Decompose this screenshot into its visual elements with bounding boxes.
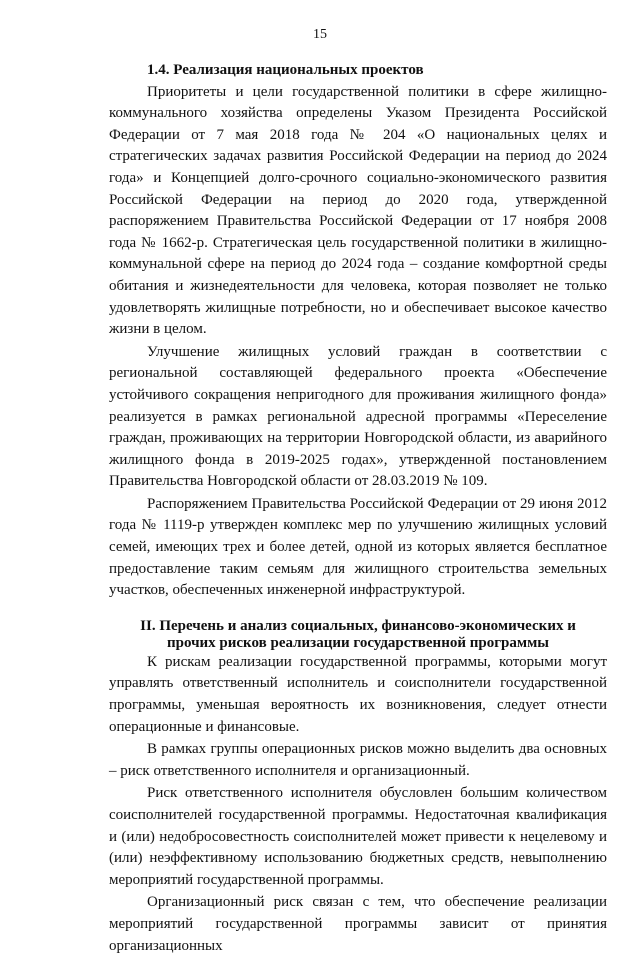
paragraph: К рискам реализации государственной программы, которыми могут управлять ответственный исполнитель и соисполнители государственной программы, уменьшая вероятность их возникновения, следует отнести операционные и финансовые. <box>109 653 607 735</box>
section-heading-risks-line-1: II. Перечень и анализ социальных, финансово-экономических и <box>140 617 576 634</box>
paragraph: Риск ответственного исполнителя обусловлен большим количеством соисполнителей государственной программы. Недостаточная квалификация и (или) недобросовестность соисполнителей может привести к нецелевому и (или) неэффективному использованию бюджетных средств, невыполнению мероприятий государственной программы. <box>109 785 607 888</box>
page-number: 15 <box>313 27 327 42</box>
paragraph: Распоряжением Правительства Российской Федерации от 29 июня 2012 года № 1119-р утвержден комплекс мер по улучшению жилищных условий семей, имеющих трех и более детей, одной из которых является бесплатное предоставление таким семьям для жилищного строительства земельных участков, обеспеченных инженерной инфраструктурой. <box>109 495 607 599</box>
document-body <box>109 60 607 957</box>
section-heading-risks <box>109 618 607 652</box>
paragraph: Приоритеты и цели государственной политики в сфере жилищно-коммунального хозяйства определены Указом Президента Российской Федерации от 7 мая 2018 года № 204 «О национальных целях и стратегических задачах развития Российской Федерации на период до 2024 года» и Концепцией долго-срочного социально-экономического развития Российской Федерации на период до 2020 года, утвержденной распоряжением Правительства Российской Федерации от 17 ноября 2008 года № 1662-р. Стратегическая цель государственной политики в жилищно-коммунальной сфере на период до 2024 года – создание комфортной среды обитания и жизнедеятельности для человека, которая позволяет не только удовлетворять жилищные потребности, но и обеспечивает высокое качество жизни в целом. <box>109 83 607 338</box>
paragraph: Организационный риск связан с тем, что обеспечение реализации мероприятий государственной программы зависит от принятия организационных <box>109 894 607 954</box>
section-heading-national-projects: 1.4. Реализация национальных проектов <box>147 62 424 78</box>
paragraph: В рамках группы операционных рисков можно выделить два основных – риск ответственного исполнителя и организационный. <box>109 741 607 779</box>
section-heading-risks-line-2: прочих рисков реализации государственной программы <box>166 634 550 651</box>
paragraph: Улучшение жилищных условий граждан в соответствии с региональной составляющей федерального проекта «Обеспечение устойчивого сокращения непригодного для проживания жилищного фонда» реализуется в рамках региональной адресной программы «Переселение граждан, проживающих на территории Новгородской области, из аварийного жилищного фонда в 2019-2025 годах», утвержденной постановлением Правительства Новгородской области от 28.03.2019 № 109. <box>109 343 607 490</box>
